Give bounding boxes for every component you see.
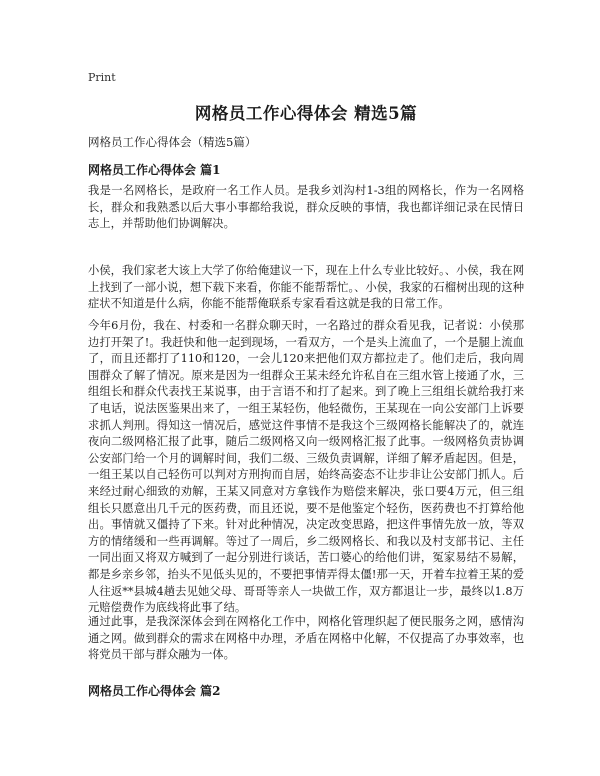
section-heading-1: 网格员工作心得体会 篇1: [88, 163, 221, 177]
paragraph: 小侯，我们家老大该上大学了你给俺建议一下，现在上什么专业比较好。、小侯，我在网上找到了一部小说，想下载下来看，你能不能帮帮忙。、小侯，我家的石榴树出现的这种症状不知道是什么病，你能不能帮俺联系专家看看这就是我的日常工作。: [88, 264, 524, 311]
document-title: 网格员工作心得体会 精选5篇: [194, 104, 418, 123]
print-label[interactable]: Print: [88, 71, 116, 84]
paragraph: 通过此事，是我深深体会到在网格化工作中，网格化管理织起了便民服务之网，感情沟通之网。做到群众的需求在网格中办理，矛盾在网格中化解，不仅提高了办事效率，也将党员干部与群众融为一体。: [88, 615, 524, 662]
paragraph: 我是一名网格长，是政府一名工作人员。是我乡刘沟村1-3组的网格长，作为一名网格长，群众和我熟悉以后大事小事都给我说，群众反映的事情，我也都详细记录在民情日志上，并帮助他们协调解决。: [88, 184, 524, 231]
document-subtitle: 网格员工作心得体会（精选5篇）: [88, 135, 257, 149]
paragraph: 今年6月份，我在、村委和一名群众聊天时，一名路过的群众看见我，记者说：小侯那边打开架了!。我赶快和他一起到现场，一看双方，一个是头上流血了，一个是腿上流血了，而且还都打了110和120，一会儿120来把他们双方都拉走了。他们走后，我向周围群众了解了情况。原来是因为一组群众王某未经允许私自在三组水管上接通了水，三组组长和群众代表找王某说事，由于言语不和打了起来。到了晚上三组组长就给我打来了电话，说法医鉴果出来了，一组王某轻伤，他轻微伤，王某现在一向公安部门上诉要求抓人判刑。得知这一情况后，感觉这件事情不是我这个三级网格长能解决了的，就连夜向二级网格汇报了此事，随后二级网格又向一级网格汇报了此事。一级网格负责协调公安部门给一个月的调解时间，我们二级、三级负责调解，详细了解矛盾起因。但是，一组王某以自己轻伤可以判对方刑拘而自居，始终高姿态不让步非让公安部门抓人。后来经过耐心细致的劝解，王某又同意对方拿钱作为赔偿来解决，张口要4万元，但三组组长只愿意出几千元的医药费，而且还说，要不是他鉴定个轻伤，医药费也不打算给他出。事情就又僵持了下来。针对此种情况，决定改变思路，把这件事情先放一放，等双方的情绪缓和一些再调解。等过了一周后，乡二级网格长、和我以及村支部书记、主任一同出面又将双方喊到了一起分别进行谈话，苦口婆心的给他们讲，冤家易结不易解，都是乡亲乡邻，抬头不见低头见的，不要把事情弄得太僵!那一天，开着车拉着王某的爱人往返**县城4趟去见她父母、哥哥等亲人一块做工作，双方都退让一步，最终以1.8万元赔偿费作为底线将此事了结。: [88, 319, 524, 615]
section-heading-2: 网格员工作心得体会 篇2: [88, 684, 221, 698]
